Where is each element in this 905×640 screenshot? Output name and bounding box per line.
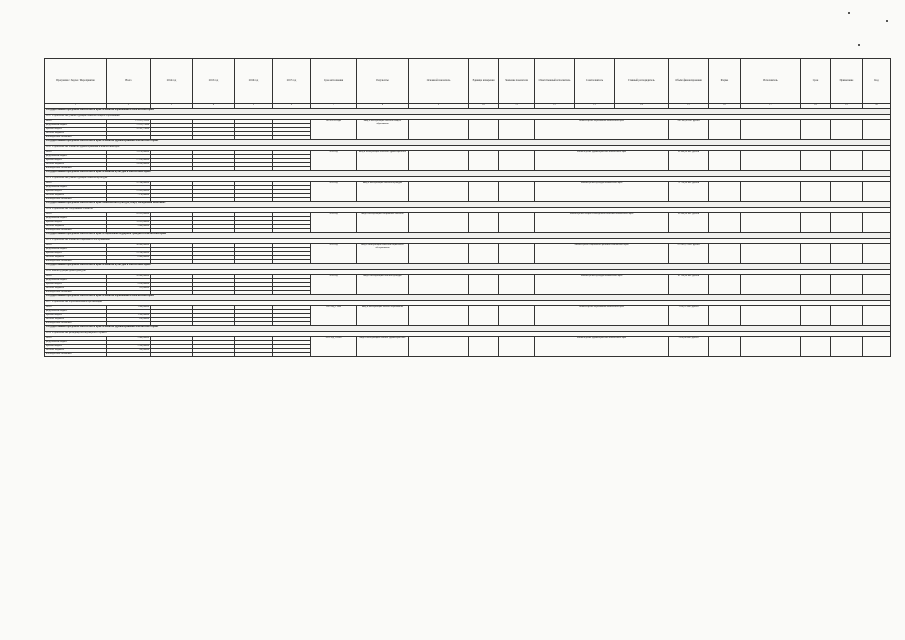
amount-cell: 112 005,19 тыс. рублей xyxy=(669,244,709,264)
scan-mark xyxy=(848,12,850,14)
amount-cell: 41 190,00 тыс. рублей xyxy=(669,275,709,295)
funding-source-label: Всего xyxy=(45,213,107,217)
section-title: Государственная программа Камчатского края «Развитие здравоохранения Камчатского края» xyxy=(45,326,891,332)
column-header: 2014 год xyxy=(151,59,193,104)
scan-mark xyxy=(858,44,860,46)
result-cell: ввод в эксплуатацию объекта здравоохранения xyxy=(357,337,409,357)
funding-source-label: краевой бюджет xyxy=(45,221,107,225)
funding-value: 6 460,00000 xyxy=(107,256,151,260)
blank-cell xyxy=(409,120,469,140)
blank-cell xyxy=(863,120,891,140)
funding-source-label: Всего xyxy=(45,306,107,310)
column-header: Исполнитель xyxy=(741,59,801,104)
executor-cell: Министерство культуры Камчатского края xyxy=(535,275,669,295)
program-title: 12.2. Строительство объектов здравоохранения в Камчатском крае xyxy=(45,146,891,151)
blank-cell xyxy=(863,306,891,326)
deadline-cell: 2015 год, II этап xyxy=(311,337,357,357)
program-title: 12.4. Строительство спортивных объектов xyxy=(45,208,891,213)
blank-cell xyxy=(831,337,863,357)
funding-value: 1 500,00000 xyxy=(107,314,151,318)
blank-cell xyxy=(469,120,499,140)
funding-source-label: федеральный бюджет xyxy=(45,279,107,283)
funding-source-label: федеральный бюджет xyxy=(45,310,107,314)
executor-cell: Министерство здравоохранения Камчатского края xyxy=(535,151,669,171)
column-header: 2015 год xyxy=(193,59,235,104)
funding-source-label: федеральный бюджет xyxy=(45,186,107,190)
result-cell: ввод в эксплуатацию объектов общего образования xyxy=(357,120,409,140)
funding-source-label: Всего xyxy=(45,275,107,279)
funding-source-label: краевой бюджет xyxy=(45,128,107,132)
blank-cell xyxy=(499,213,535,233)
year-cell xyxy=(193,353,235,357)
blank-cell xyxy=(831,120,863,140)
blank-cell xyxy=(709,244,741,264)
funding-value xyxy=(107,353,151,357)
section-title: Государственная программа Камчатского края «Развитие культуры в Камчатском крае» xyxy=(45,264,891,270)
blank-cell xyxy=(801,182,831,202)
funding-source-label: Всего xyxy=(45,120,107,124)
blank-cell xyxy=(409,151,469,171)
column-number: 3 xyxy=(151,104,193,109)
funding-source-label: федеральный бюджет xyxy=(45,248,107,252)
blank-cell xyxy=(831,151,863,171)
column-header: Объём финансирования xyxy=(669,59,709,104)
blank-cell xyxy=(801,275,831,295)
program-table xyxy=(44,58,891,357)
blank-cell xyxy=(863,151,891,171)
section-title: Государственная программа Камчатского края «Развитие образования в Камчатском крае» xyxy=(45,295,891,301)
section-title: Государственная программа Камчатского края «Физическая культура, спорт, молодёжная политика» xyxy=(45,202,891,208)
funding-source-label: местные бюджеты xyxy=(45,194,107,198)
column-header: Значение показателя xyxy=(499,59,535,104)
funding-value: 131 053,51000 xyxy=(107,120,151,124)
deadline-cell: 2014-2016 годы xyxy=(311,120,357,140)
column-number: 12 xyxy=(535,104,575,109)
result-cell: ввод в эксплуатацию объекта культуры xyxy=(357,275,409,295)
blank-cell xyxy=(741,306,801,326)
blank-cell xyxy=(801,151,831,171)
result-cell: ввод в эксплуатацию объекта образования xyxy=(357,306,409,326)
blank-cell xyxy=(469,151,499,171)
blank-cell xyxy=(831,244,863,264)
result-cell: ввод в эксплуатацию объектов здравоохранения xyxy=(357,151,409,171)
funding-source-label: Всего xyxy=(45,244,107,248)
funding-value: 17 100,00000 xyxy=(107,159,151,163)
blank-cell xyxy=(863,244,891,264)
blank-cell xyxy=(499,120,535,140)
program-title: 12.7. Строительство образовательной организации xyxy=(45,301,891,306)
blank-cell xyxy=(709,306,741,326)
blank-cell xyxy=(801,244,831,264)
funding-source-label: внебюджетные источники xyxy=(45,353,107,357)
funding-source-label: внебюджетные источники xyxy=(45,229,107,233)
column-number: 19 xyxy=(831,104,863,109)
funding-value: 75 105,72000 xyxy=(107,124,151,128)
funding-source-label: краевой бюджет xyxy=(45,283,107,287)
column-header: Ответственный исполнитель xyxy=(535,59,575,104)
blank-cell xyxy=(499,182,535,202)
funding-source-label: федеральный бюджет xyxy=(45,155,107,159)
funding-value: 55 947,79000 xyxy=(107,128,151,132)
column-header: Код xyxy=(863,59,891,104)
blank-cell xyxy=(801,337,831,357)
funding-source-label: внебюджетные источники xyxy=(45,322,107,326)
blank-cell xyxy=(831,182,863,202)
blank-cell xyxy=(709,337,741,357)
column-number: 10 xyxy=(469,104,499,109)
blank-cell xyxy=(741,151,801,171)
blank-cell xyxy=(499,275,535,295)
blank-cell xyxy=(831,306,863,326)
section-title: Государственная программа Камчатского края «Социальная поддержка граждан в Камчатском крае» xyxy=(45,233,891,239)
amount-cell: 75 750,00 тыс. рублей xyxy=(669,182,709,202)
program-title: 12.5. Строительство объектов социального обслуживания xyxy=(45,239,891,244)
funding-source-label: внебюджетные источники xyxy=(45,198,107,202)
blank-cell xyxy=(469,213,499,233)
funding-value: 200,00000 xyxy=(107,349,151,353)
funding-value: 1 600,00000 xyxy=(107,306,151,310)
blank-cell xyxy=(863,275,891,295)
blank-cell xyxy=(709,213,741,233)
funding-value: 91 540,00000 xyxy=(107,252,151,256)
funding-source-label: Всего xyxy=(45,337,107,341)
funding-value: 7 130,00000 xyxy=(107,194,151,198)
funding-source-label: краевой бюджет xyxy=(45,159,107,163)
program-title: 12.1. Строительство, реконструкция объектов общего образования xyxy=(45,115,891,120)
deadline-cell: 2016 год xyxy=(311,151,357,171)
executor-cell: Министерство спорта и молодёжной политики Камчатского края xyxy=(535,213,669,233)
deadline-cell: 2016 год xyxy=(311,275,357,295)
funding-source-label: федеральный бюджет xyxy=(45,217,107,221)
result-cell: ввод в эксплуатацию объектов культуры xyxy=(357,182,409,202)
blank-cell xyxy=(741,275,801,295)
amount-cell: 290 300,00 тыс. рублей xyxy=(669,120,709,140)
column-number: 8 xyxy=(357,104,409,109)
blank-cell xyxy=(709,182,741,202)
column-number: 6 xyxy=(273,104,311,109)
blank-cell xyxy=(409,182,469,202)
column-header: Программа / Задача / Мероприятие xyxy=(45,59,107,104)
amount-cell: 1 996,21 тыс. рублей xyxy=(669,306,709,326)
deadline-cell: 2015 год xyxy=(311,244,357,264)
funding-value: 31 190,00000 xyxy=(107,151,151,155)
blank-cell xyxy=(499,244,535,264)
funding-value: 98 000,00000 xyxy=(107,244,151,248)
blank-cell xyxy=(709,120,741,140)
funding-source-label: местные бюджеты xyxy=(45,349,107,353)
section-title: Государственная программа Камчатского края «Развитие образования в Камчатском крае» xyxy=(45,109,891,115)
column-header: Примечание xyxy=(831,59,863,104)
column-number: 15 xyxy=(669,104,709,109)
blank-cell xyxy=(709,275,741,295)
funding-source-label: местные бюджеты xyxy=(45,132,107,136)
header-row xyxy=(45,59,891,104)
funding-source-label: внебюджетные источники xyxy=(45,260,107,264)
column-header: Основной показатель xyxy=(409,59,469,104)
blank-cell xyxy=(863,337,891,357)
column-number: 16 xyxy=(709,104,741,109)
column-header: Срок исполнения xyxy=(311,59,357,104)
section-title: Государственная программа Камчатского края «Развитие культуры в Камчатском крае» xyxy=(45,171,891,177)
funding-value: 2 200,00000 xyxy=(107,345,151,349)
column-number: 2 xyxy=(107,104,151,109)
blank-cell xyxy=(409,244,469,264)
blank-cell xyxy=(469,182,499,202)
amount-cell: 63 000,00 тыс. рублей xyxy=(669,213,709,233)
funding-value: 15 410,00000 xyxy=(107,190,151,194)
program-title: 12.3. Строительство, реконструкция объектов культуры xyxy=(45,177,891,182)
blank-cell xyxy=(499,151,535,171)
blank-cell xyxy=(469,275,499,295)
result-cell: ввод в эксплуатацию объектов социального обслуживания xyxy=(357,244,409,264)
program-title: 12.6. Реконструкция Дома культуры xyxy=(45,270,891,275)
funding-source-label: местные бюджеты xyxy=(45,163,107,167)
blank-cell xyxy=(499,337,535,357)
blank-cell xyxy=(831,275,863,295)
funding-value: 14 090,00000 xyxy=(107,163,151,167)
funding-source-label: местные бюджеты xyxy=(45,256,107,260)
column-number: 7 xyxy=(311,104,357,109)
blank-cell xyxy=(863,182,891,202)
funding-source-label: краевой бюджет xyxy=(45,190,107,194)
funding-value: 2 400,00000 xyxy=(107,337,151,341)
amount-cell: 69 800,00 тыс. рублей xyxy=(669,151,709,171)
executor-cell: Министерство образования Камчатского края xyxy=(535,120,669,140)
blank-cell xyxy=(801,306,831,326)
column-header: 2016 год xyxy=(235,59,273,104)
blank-cell xyxy=(469,306,499,326)
funding-value: 9 030,00000 xyxy=(107,283,151,287)
funding-value: 970,00000 xyxy=(107,287,151,291)
funding-source-label: внебюджетные источники xyxy=(45,291,107,295)
blank-cell xyxy=(741,244,801,264)
blank-cell xyxy=(709,151,741,171)
blank-cell xyxy=(801,213,831,233)
column-header: Всего xyxy=(107,59,151,104)
funding-source-label: краевой бюджет xyxy=(45,314,107,318)
executor-cell: Министерство здравоохранения Камчатского края xyxy=(535,337,669,357)
blank-cell xyxy=(409,275,469,295)
column-number: 14 xyxy=(615,104,669,109)
column-number: 5 xyxy=(235,104,273,109)
column-number: 4 xyxy=(193,104,235,109)
blank-cell xyxy=(863,213,891,233)
blank-cell xyxy=(741,120,801,140)
column-header: Результаты xyxy=(357,59,409,104)
column-header: 2017 год xyxy=(273,59,311,104)
column-header: Срок xyxy=(801,59,831,104)
funding-value: 5 000,00000 xyxy=(107,225,151,229)
funding-source-label: местные бюджеты xyxy=(45,225,107,229)
funding-source-label: местные бюджеты xyxy=(45,318,107,322)
blank-cell xyxy=(499,306,535,326)
funding-source-label: федеральный бюджет xyxy=(45,341,107,345)
funding-source-label: краевой бюджет xyxy=(45,345,107,349)
funding-source-label: внебюджетные источники xyxy=(45,167,107,171)
column-header: Соисполнитель xyxy=(575,59,615,104)
column-header: Единица измерения xyxy=(469,59,499,104)
funding-source-label: Всего xyxy=(45,151,107,155)
executor-cell: Министерство культуры Камчатского края xyxy=(535,182,669,202)
blank-cell xyxy=(469,244,499,264)
executor-cell: Министерство социального развития Камчатского края xyxy=(535,244,669,264)
year-cell xyxy=(235,353,273,357)
program-title: 12.8. Строительство фельдшерско-акушерского пункта xyxy=(45,332,891,337)
blank-cell xyxy=(409,337,469,357)
deadline-cell: 2016 год xyxy=(311,213,357,233)
year-cell xyxy=(273,353,311,357)
result-cell: ввод в эксплуатацию спортивных объектов xyxy=(357,213,409,233)
section-title: Государственная программа Камчатского края «Развитие здравоохранения Камчатского края» xyxy=(45,140,891,146)
blank-cell xyxy=(741,337,801,357)
column-number: 1 xyxy=(45,104,107,109)
column-number: 18 xyxy=(801,104,831,109)
blank-cell xyxy=(741,213,801,233)
column-number: 20 xyxy=(863,104,891,109)
blank-cell xyxy=(741,182,801,202)
funding-source-label: Всего xyxy=(45,182,107,186)
scan-mark xyxy=(886,20,888,22)
column-number: 11 xyxy=(499,104,535,109)
funding-source-label: местные бюджеты xyxy=(45,287,107,291)
executor-cell: Министерство образования Камчатского края xyxy=(535,306,669,326)
column-number: 17 xyxy=(741,104,801,109)
funding-value: 22 540,00000 xyxy=(107,182,151,186)
column-header: Главный распорядитель xyxy=(615,59,669,104)
blank-cell xyxy=(409,213,469,233)
blank-cell xyxy=(409,306,469,326)
funding-value: 100,00000 xyxy=(107,318,151,322)
blank-cell xyxy=(469,337,499,357)
column-header: Форма xyxy=(709,59,741,104)
year-cell xyxy=(151,353,193,357)
amount-cell: 3 050,00 тыс. рублей xyxy=(669,337,709,357)
column-number: 9 xyxy=(409,104,469,109)
funding-source-label: федеральный бюджет xyxy=(45,124,107,128)
funding-value: 83 470,00000 xyxy=(107,213,151,217)
funding-value: 10 000,00000 xyxy=(107,275,151,279)
blank-cell xyxy=(801,120,831,140)
funding-source-label: краевой бюджет xyxy=(45,252,107,256)
blank-cell xyxy=(831,213,863,233)
funding-source-label: внебюджетные источники xyxy=(45,136,107,140)
column-number: 13 xyxy=(575,104,615,109)
deadline-cell: 2015 год xyxy=(311,182,357,202)
funding-value: 78 470,00000 xyxy=(107,221,151,225)
deadline-cell: 2016 год, I этап xyxy=(311,306,357,326)
